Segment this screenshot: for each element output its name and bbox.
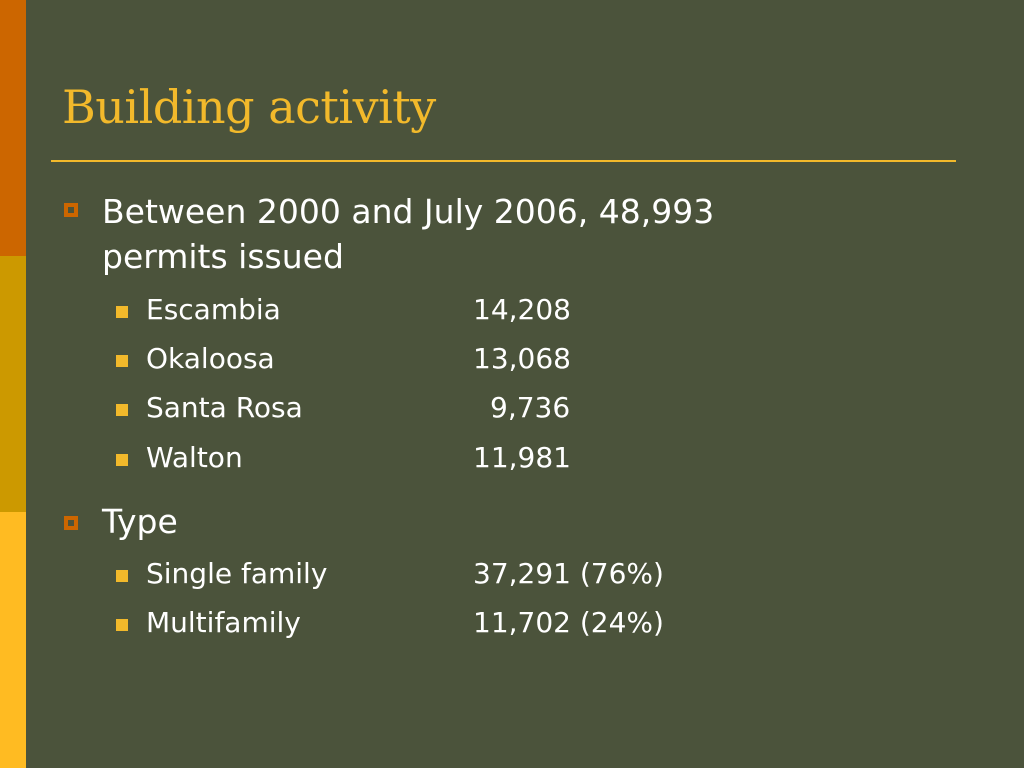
county-value: 9,736	[490, 391, 571, 424]
county-value: 13,068	[473, 342, 571, 375]
hollow-square-bullet-icon	[64, 516, 78, 530]
sidebar-accent-middle	[0, 256, 26, 512]
bullet-text-permits: Between 2000 and July 2006, 48,993	[102, 192, 715, 231]
sidebar-accent-bottom	[0, 512, 26, 768]
square-bullet-icon	[116, 355, 128, 367]
square-bullet-icon	[116, 306, 128, 318]
bullet-text-type: Type	[102, 502, 178, 541]
type-label: Single family	[146, 557, 328, 590]
type-value: 11,702 (24%)	[473, 606, 664, 639]
square-bullet-icon	[116, 570, 128, 582]
bullet-text-permits-cont: permits issued	[102, 237, 344, 276]
square-bullet-icon	[116, 454, 128, 466]
sidebar-accent-top	[0, 0, 26, 256]
square-bullet-icon	[116, 404, 128, 416]
hollow-square-bullet-icon	[64, 203, 78, 217]
county-value: 14,208	[473, 293, 571, 326]
county-label: Santa Rosa	[146, 391, 303, 424]
county-label: Escambia	[146, 293, 281, 326]
county-label: Okaloosa	[146, 342, 275, 375]
square-bullet-icon	[116, 619, 128, 631]
slide-title: Building activity	[62, 80, 436, 134]
title-divider	[51, 160, 956, 162]
type-value: 37,291 (76%)	[473, 557, 664, 590]
type-label: Multifamily	[146, 606, 301, 639]
county-value: 11,981	[473, 441, 571, 474]
county-label: Walton	[146, 441, 243, 474]
